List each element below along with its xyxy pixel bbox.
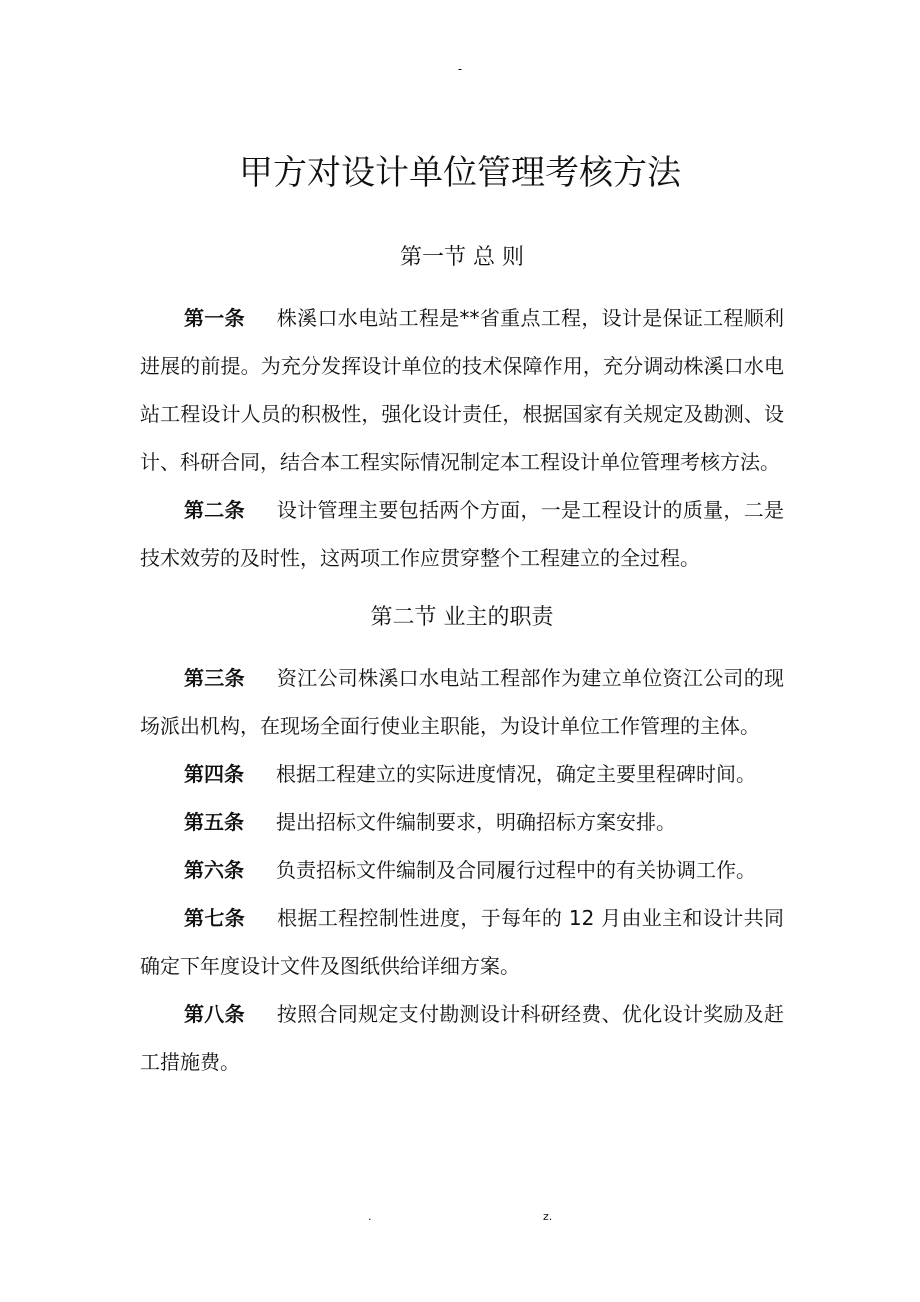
document-body — [140, 234, 784, 1086]
article-number: 第八条 — [184, 1002, 245, 1026]
article-number: 第五条 — [184, 810, 244, 834]
article-number: 第一条 — [184, 306, 245, 330]
section-heading-owner-duties: 第二节 业主的职责 — [370, 605, 554, 630]
footer-mark-left: . — [368, 1210, 372, 1223]
article-3 — [140, 654, 784, 750]
article-2 — [140, 486, 784, 582]
article-8 — [140, 990, 784, 1086]
article-7 — [140, 894, 784, 990]
section-heading-general: 第一节 总 则 — [400, 245, 524, 270]
article-text: 株溪口水电站工程是**省重点工程，设计是保证工程顺利进展的前提。为充分发挥设计单位的技术保障作用，充分调动株溪口水电站工程设计人员的积极性，强化设计责任，根据国家有关规定及勘测、设计、科研合同，结合本工程实际情况制定本工程设计单位管理考核方法。 — [140, 306, 785, 474]
article-4 — [140, 750, 784, 798]
article-text: 根据工程建立的实际进度情况，确定主要里程碑时间。 — [276, 762, 756, 786]
article-5 — [140, 798, 784, 846]
article-6 — [140, 846, 784, 894]
article-text: 设计管理主要包括两个方面，一是工程设计的质量，二是技术效劳的及时性，这两项工作应贯穿整个工程建立的全过程。 — [140, 498, 785, 570]
article-number: 第三条 — [184, 666, 245, 690]
footer-mark-right: z. — [543, 1210, 553, 1223]
document-title: 甲方对设计单位管理考核方法 — [239, 153, 681, 193]
article-text: 按照合同规定支付勘测设计科研经费、优化设计奖励及赶工措施费。 — [140, 1002, 785, 1074]
article-1 — [140, 294, 784, 486]
article-text: 根据工程控制性进度，于每年的 12 月由业主和设计共同确定下年度设计文件及图纸供给详细方案。 — [140, 906, 784, 978]
article-number: 第四条 — [184, 762, 244, 786]
article-number: 第二条 — [184, 498, 245, 522]
article-text: 提出招标文件编制要求，明确招标方案安排。 — [276, 810, 676, 834]
article-text: 负责招标文件编制及合同履行过程中的有关协调工作。 — [276, 858, 756, 882]
header-mark: - — [457, 62, 463, 76]
article-number: 第六条 — [184, 858, 244, 882]
article-number: 第七条 — [184, 906, 246, 930]
page-footer — [0, 1210, 920, 1224]
article-text: 资江公司株溪口水电站工程部作为建立单位资江公司的现场派出机构，在现场全面行使业主职能，为设计单位工作管理的主体。 — [140, 666, 785, 738]
